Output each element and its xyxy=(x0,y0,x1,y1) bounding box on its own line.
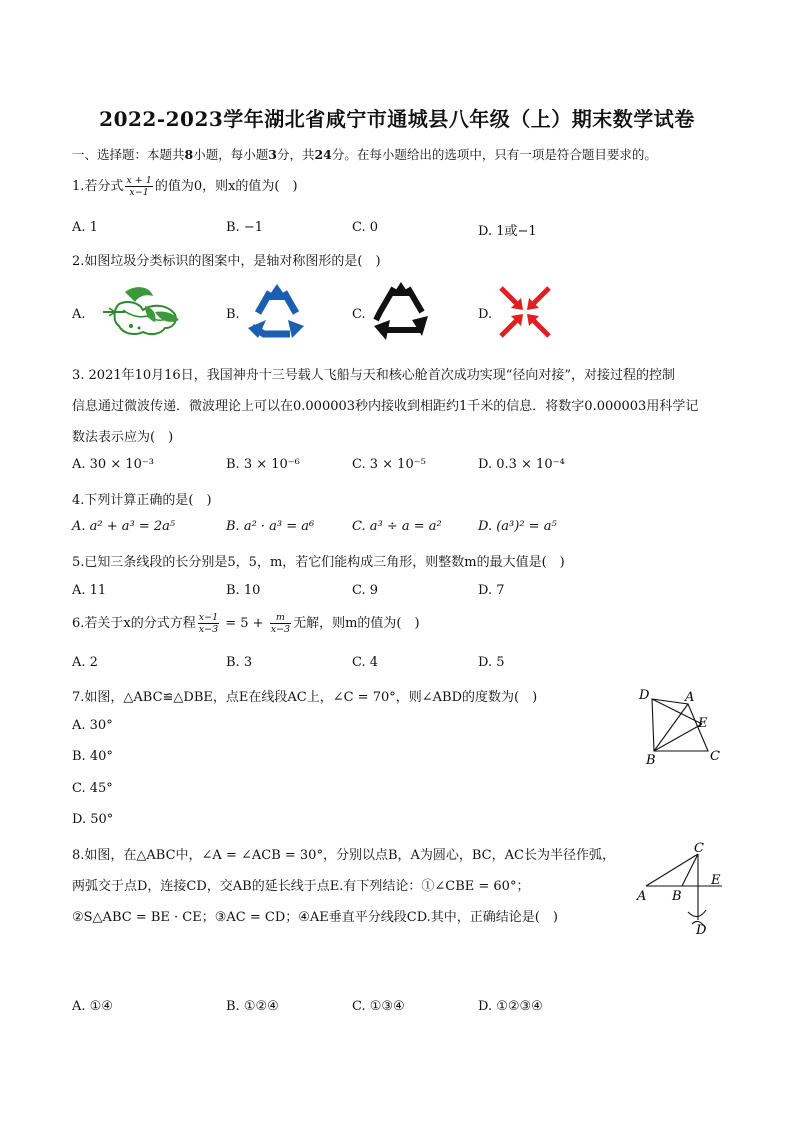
q5-option-b[interactable]: B. 10 xyxy=(226,583,261,598)
inward-arrows-icon xyxy=(497,284,553,340)
q3-option-d[interactable]: D. 0.3 × 10⁻⁴ xyxy=(478,457,565,472)
question-2-stem: 2.如图垃圾分类标识的图案中，是轴对称图形的是( ) xyxy=(72,254,381,269)
q7-option-b[interactable]: B. 40° xyxy=(72,749,113,764)
page-title: 2022-2023学年湖北省咸宁市通城县八年级（上）期末数学试卷 xyxy=(99,107,695,131)
fraction: $\frac{x-1}{x-3}$ xyxy=(198,612,219,635)
q3-option-a[interactable]: A. 30 × 10⁻³ xyxy=(72,457,154,472)
question-8-line-2: 两弧交于点D，连接CD，交AB的延长线于点E.有下列结论：①∠CBE = 60°； xyxy=(72,879,530,894)
q1-option-d[interactable]: D. 1或−1 xyxy=(478,224,537,239)
point-label-d: D xyxy=(639,688,650,703)
question-8-line-1: 8.如图，在△ABC中，∠A = ∠ACB = 30°，分别以点B，A为圆心，BC，AC长为半径作弧， xyxy=(72,848,615,863)
point-label-d: D xyxy=(696,923,707,938)
q8-option-c[interactable]: C. ①③④ xyxy=(352,999,405,1014)
recycle-icon xyxy=(370,280,432,344)
question-4-stem: 4.下列计算正确的是( ) xyxy=(72,493,212,508)
q4-option-c[interactable]: C. a³ ÷ a = a² xyxy=(352,519,442,534)
q7-triangle-figure xyxy=(630,683,730,769)
question-6-stem: 6.若关于x的分式方程 $\frac{x-1}{x-3}$ = 5 + $\frac{m}{x-3}$ 无解，则m的值为( ) xyxy=(72,612,420,635)
q8-triangle-figure xyxy=(632,840,728,938)
point-label-a: A xyxy=(637,889,647,904)
question-7-stem: 7.如图，△ABC≌△DBE，点E在线段AC上，∠C = 70°，则∠ABD的度数为( ) xyxy=(72,690,538,705)
q6-option-d[interactable]: D. 5 xyxy=(478,655,505,670)
point-label-e: E xyxy=(711,873,721,888)
q3-option-b[interactable]: B. 3 × 10⁻⁶ xyxy=(226,457,300,472)
q7-option-a[interactable]: A. 30° xyxy=(72,718,113,733)
section-header: 一、选择题：本题共8小题，每小题3分，共24分。在每小题给出的选项中，只有一项是符合题目要求的。 xyxy=(72,147,657,162)
q4-option-d[interactable]: D. (a³)² = a⁵ xyxy=(478,519,557,534)
point-label-a: A xyxy=(685,690,695,705)
question-3-line-1: 3. 2021年10月16日，我国神舟十三号载人飞船与天和核心舱首次成功实现“径向对接”，对接过程的控制 xyxy=(72,368,675,383)
point-label-c: C xyxy=(694,841,704,856)
question-8-line-3: ②S△ABC = BE · CE；③AC = CD；④AE垂直平分线段CD.其中，正确结论是( ) xyxy=(72,910,558,925)
question-3-line-3: 数法表示应为( ) xyxy=(72,430,174,445)
q4-option-a[interactable]: A. a² + a³ = 2a⁵ xyxy=(72,519,176,534)
point-label-e: E xyxy=(698,716,708,731)
question-1-stem: 1.若分式 $\frac{x + 1}{x-1}$ 的值为0，则x的值为( ) xyxy=(72,175,298,198)
q7-option-d[interactable]: D. 50° xyxy=(72,812,114,827)
food-waste-icon xyxy=(95,282,187,340)
fraction: $\frac{x + 1}{x-1}$ xyxy=(126,175,152,198)
question-3-line-2: 信息通过微波传递．微波理论上可以在0.000003秒内接收到相距约1千米的信息．将数字0.000003用科学记 xyxy=(72,399,699,414)
point-label-b: B xyxy=(646,753,656,768)
q5-option-a[interactable]: A. 11 xyxy=(72,583,107,598)
q5-option-c[interactable]: C. 9 xyxy=(352,583,379,598)
q1-option-c[interactable]: C. 0 xyxy=(352,220,379,235)
q5-option-d[interactable]: D. 7 xyxy=(478,583,505,598)
q8-option-a[interactable]: A. ①④ xyxy=(72,999,113,1014)
q3-option-c[interactable]: C. 3 × 10⁻⁵ xyxy=(352,457,426,472)
q1-option-a[interactable]: A. 1 xyxy=(72,220,98,235)
q7-option-c[interactable]: C. 45° xyxy=(72,781,113,796)
q4-option-b[interactable]: B. a² · a³ = a⁶ xyxy=(226,519,315,534)
recycle-icon xyxy=(244,282,310,342)
question-5-stem: 5.已知三条线段的长分别是5，5，m，若它们能构成三角形，则整数m的最大值是( ) xyxy=(72,555,565,570)
q1-option-b[interactable]: B. −1 xyxy=(226,220,263,235)
q2-option-c-label[interactable]: C. xyxy=(352,307,366,322)
q2-option-d-label[interactable]: D. xyxy=(478,307,493,322)
q8-option-b[interactable]: B. ①②④ xyxy=(226,999,279,1014)
q6-option-a[interactable]: A. 2 xyxy=(72,655,98,670)
q2-option-b-label[interactable]: B. xyxy=(226,307,240,322)
point-label-b: B xyxy=(672,889,682,904)
q6-option-c[interactable]: C. 4 xyxy=(352,655,379,670)
q2-option-a-label[interactable]: A. xyxy=(72,307,86,322)
q6-option-b[interactable]: B. 3 xyxy=(226,655,253,670)
point-label-c: C xyxy=(710,749,720,764)
fraction: $\frac{m}{x-3}$ xyxy=(270,612,291,635)
q8-option-d[interactable]: D. ①②③④ xyxy=(478,999,543,1014)
